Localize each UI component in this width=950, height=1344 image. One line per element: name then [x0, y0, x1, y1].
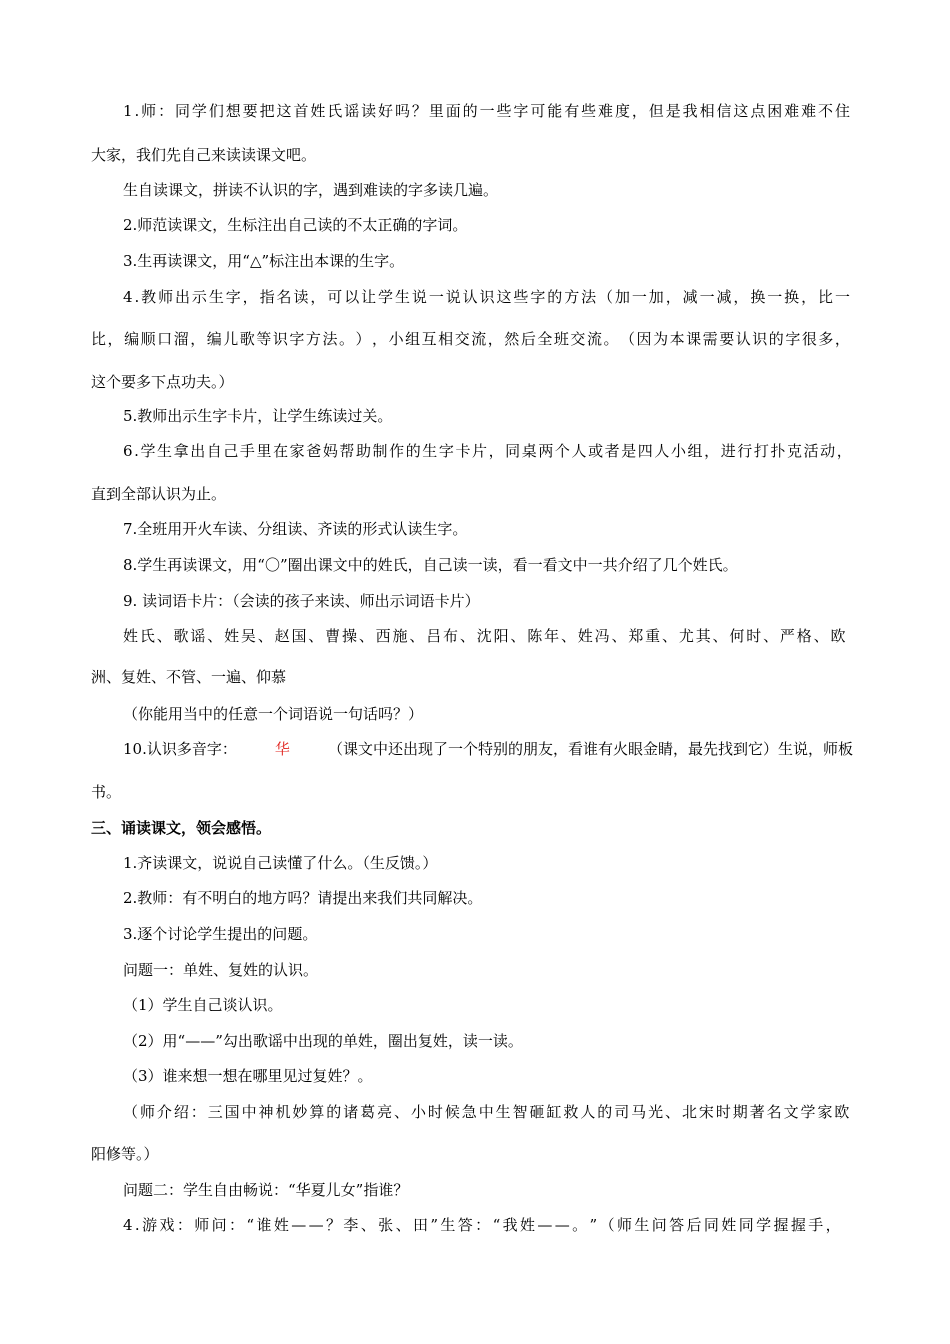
paragraph-line: 阳修等。）: [91, 1145, 159, 1163]
polyphone-line: [123, 739, 853, 759]
vocabulary-line: 洲、复姓、不管、一遍、仰慕: [91, 668, 287, 686]
paragraph-line: 大家，我们先自己来读读课文吧。: [91, 146, 317, 164]
paragraph-line: （3）谁来想一想在哪里见过复姓？。: [123, 1067, 373, 1085]
polyphone-suffix: （课文中还出现了一个特别的朋友，看谁有火眼金睛，最先找到它）生说，师板: [327, 740, 853, 758]
paragraph-line: 生自读课文，拼读不认识的字，遇到难读的字多读几遍。: [123, 181, 499, 199]
paragraph-line: 2.师范读课文，生标注出自己读的不太正确的字词。: [123, 216, 468, 234]
paragraph-line: 3.逐个讨论学生提出的问题。: [123, 925, 318, 943]
paragraph-line: 5.教师出示生字卡片，让学生练读过关。: [123, 407, 393, 425]
paragraph-line: 4 . 教 师 出 示 生 字 ， 指 名 读 ， 可 以 让 学 生 说 一 说 认 识 这 些 字 的 方 法 （ 加 一 加 ， 减 一 减 ， 换 一 换 ， 比 一: [123, 288, 850, 306]
paragraph-line: 4 . 游 戏 ： 师 问 ： “ 谁 姓 — — ？ 李 、 张 、 田 ” 生 答 ： “ 我 姓 — — 。 ” （ 师 生 问 答 后 同 姓 同 学 握 握 手 ，: [123, 1216, 841, 1234]
paragraph-line: 问题二：学生自由畅说：“华夏儿女”指谁？: [123, 1181, 409, 1199]
paragraph-line: （你能用当中的任意一个词语说一句话吗？）: [123, 705, 424, 723]
paragraph-line: 这个要多下点功夫。）: [91, 373, 234, 391]
paragraph-line: 1 . 师 ： 同 学 们 想 要 把 这 首 姓 氏 谣 读 好 吗 ？ 里 面 的 一 些 字 可 能 有 些 难 度 ， 但 是 我 相 信 这 点 困 难 难 不 住: [123, 102, 850, 120]
paragraph-line: 1.齐读课文，说说自己读懂了什么。（生反馈。）: [123, 854, 438, 872]
vocabulary-line: 姓 氏 、 歌 谣 、 姓 吴 、 赵 国 、 曹 操 、 西 施 、 吕 布 、 沈 阳 、 陈 年 、 姓 冯 、 郑 重 、 尤 其 、 何 时 、 严 格 、 欧: [123, 627, 846, 645]
paragraph-line: 书。: [91, 783, 122, 801]
paragraph-line: 6 . 学 生 拿 出 自 己 手 里 在 家 爸 妈 帮 助 制 作 的 生 字 卡 片 ， 同 桌 两 个 人 或 者 是 四 人 小 组 ， 进 行 打 扑 克 活 动 ，: [123, 442, 852, 460]
paragraph-line: 比 ， 编 顺 口 溜 ， 编 儿 歌 等 识 字 方 法 。 ） ， 小 组 互 相 交 流 ， 然 后 全 班 交 流 。 （ 因 为 本 课 需 要 认 识 的 字 很 多 ，: [91, 330, 850, 348]
paragraph-line: 7.全班用开火车读、分组读、齐读的形式认读生字。: [123, 520, 468, 538]
paragraph-line: （2）用“——”勾出歌谣中出现的单姓，圈出复姓，读一读。: [123, 1032, 523, 1050]
paragraph-line: 9. 读词语卡片：（会读的孩子来读、师出示词语卡片）: [123, 592, 480, 610]
paragraph-line: 8.学生再读课文，用“〇”圈出课文中的姓氏，自己读一读，看一看文中一共介绍了几个姓氏。: [123, 556, 738, 574]
paragraph-line: （ 师 介 绍 ： 三 国 中 神 机 妙 算 的 诸 葛 亮 、 小 时 候 急 中 生 智 砸 缸 救 人 的 司 马 光 、 北 宋 时 期 著 名 文 学 家 欧: [123, 1103, 850, 1121]
paragraph-line: 2.教师：有不明白的地方吗？请提出来我们共同解决。: [123, 889, 483, 907]
paragraph-line: （1）学生自己谈认识。: [123, 996, 283, 1014]
polyphone-prefix: 10.认识多音字：: [123, 740, 237, 758]
paragraph-line: 3.生再读课文，用“△”标注出本课的生字。: [123, 252, 405, 270]
section-heading: 三、诵读课文，领会感悟。: [91, 819, 272, 837]
polyphone-char: 华: [274, 740, 290, 758]
paragraph-line: 问题一：单姓、复姓的认识。: [123, 961, 319, 979]
paragraph-line: 直到全部认识为止。: [91, 485, 227, 503]
